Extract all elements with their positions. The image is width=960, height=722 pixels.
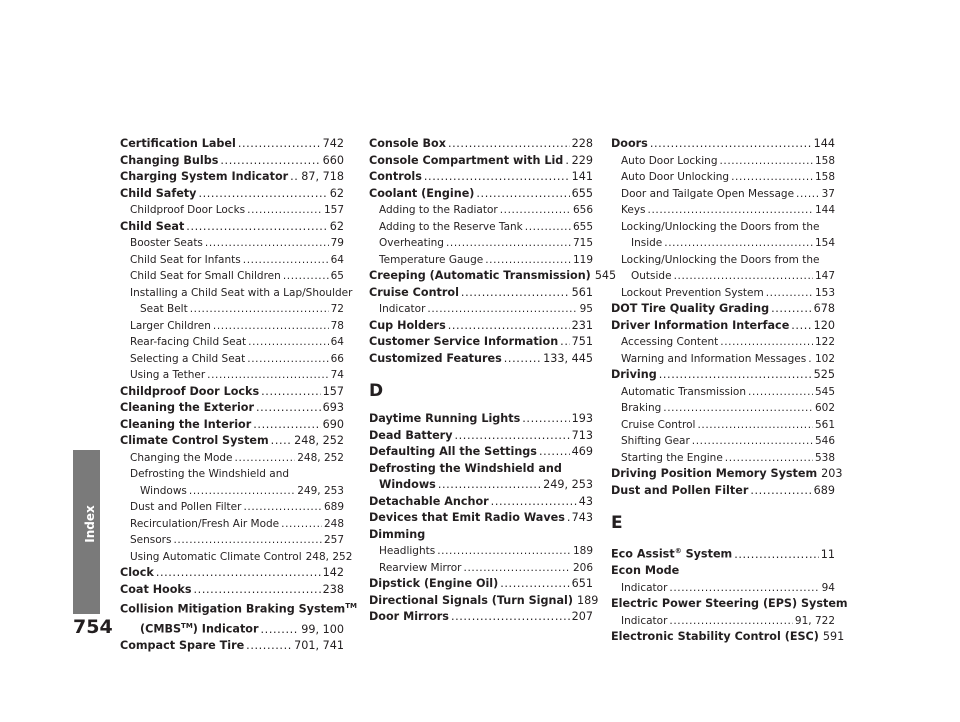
index-entry-heading: Econ Mode bbox=[611, 564, 680, 578]
index-entry-heading: Defrosting the Windshield and bbox=[369, 461, 562, 475]
index-entry: Directional Signals (Turn Signal) 189 bbox=[369, 593, 599, 607]
index-entry: Windows ..... 249, 253 bbox=[369, 477, 593, 494]
index-entry: Creeping (Automatic Transmission) 545 bbox=[369, 269, 617, 282]
index-subentry: Temperature Gauge ..... 119 bbox=[369, 252, 593, 269]
index-subentry: Recirculation/Fresh Air Mode ..... 248 bbox=[120, 516, 344, 533]
index-entry: Climate Control System ..... 248, 252 bbox=[120, 433, 344, 450]
index-subentry: Cruise Control ..... 561 bbox=[611, 417, 835, 434]
index-subentry: Sensors ..... 257 bbox=[120, 532, 344, 549]
index-subentry: Changing the Mode ..... 248, 252 bbox=[120, 450, 344, 467]
index-entry: Compact Spare Tire ..... 701, 741 bbox=[120, 638, 344, 655]
index-subentry: Door and Tailgate Open Message ..... 37 bbox=[611, 186, 835, 203]
index-entry: Cleaning the Exterior ..... 693 bbox=[120, 400, 344, 417]
index-entry: Defaulting All the Settings ..... 469 bbox=[369, 444, 593, 461]
index-subentry-heading: Installing a Child Seat with a Lap/Shoulder bbox=[130, 286, 353, 299]
index-column-1 bbox=[120, 136, 357, 655]
index-entry: Electronic Stability Control (ESC) 591 bbox=[611, 630, 845, 644]
index-entry: Eco Assist® System ..... 11 bbox=[611, 543, 835, 563]
index-subentry: Child Seat for Small Children ..... 65 bbox=[120, 268, 344, 285]
index-entry: DOT Tire Quality Grading ..... 678 bbox=[611, 301, 835, 318]
index-entry: Console Box ..... 228 bbox=[369, 136, 593, 153]
index-entry: Charging System Indicator ..... 87, 718 bbox=[120, 169, 344, 186]
index-entry: Changing Bulbs ..... 660 bbox=[120, 153, 344, 170]
index-subentry: Child Seat for Infants ..... 64 bbox=[120, 252, 344, 269]
index-subentry: Headlights ..... 189 bbox=[369, 543, 593, 560]
index-entry: Dipstick (Engine Oil) ..... 651 bbox=[369, 576, 593, 593]
index-entry: Driving ..... 525 bbox=[611, 367, 835, 384]
index-entry-heading: Electric Power Steering (EPS) System bbox=[611, 597, 848, 611]
index-subentry: Overheating ..... 715 bbox=[369, 235, 593, 252]
index-subentry: Using a Tether ..... 74 bbox=[120, 367, 344, 384]
index-subentry: Automatic Transmission ..... 545 bbox=[611, 384, 835, 401]
index-subentry: Outside ..... 147 bbox=[611, 268, 835, 285]
index-subentry: Rear-facing Child Seat ..... 64 bbox=[120, 334, 344, 351]
index-entry: Dead Battery ..... 713 bbox=[369, 428, 593, 445]
index-subentry: Indicator ..... 91, 722 bbox=[611, 613, 835, 630]
index-entry: Daytime Running Lights ..... 193 bbox=[369, 411, 593, 428]
index-entry: Controls ..... 141 bbox=[369, 169, 593, 186]
index-subentry: Keys ..... 144 bbox=[611, 202, 835, 219]
index-subentry: Dust and Pollen Filter ..... 689 bbox=[120, 499, 344, 516]
index-subentry: Inside ..... 154 bbox=[611, 235, 835, 252]
index-entry: Childproof Door Locks ..... 157 bbox=[120, 384, 344, 401]
index-subentry-heading: Locking/Unlocking the Doors from the bbox=[621, 253, 820, 266]
section-letter-e: E bbox=[611, 513, 623, 533]
index-entry-heading: Dimming bbox=[369, 527, 426, 541]
index-entry: Devices that Emit Radio Waves ..... 743 bbox=[369, 510, 593, 527]
index-entry: (CMBS™) Indicator ..... 99, 100 bbox=[120, 618, 344, 638]
side-tab-label: Index bbox=[83, 505, 97, 543]
index-entry: Coat Hooks ..... 238 bbox=[120, 582, 344, 599]
index-subentry: Indicator ..... 95 bbox=[369, 301, 593, 318]
index-entry: Door Mirrors ..... 207 bbox=[369, 609, 593, 626]
index-subentry: Seat Belt ..... 72 bbox=[120, 301, 344, 318]
index-subentry: Shifting Gear ..... 546 bbox=[611, 433, 835, 450]
index-subentry: Braking ..... 602 bbox=[611, 400, 835, 417]
index-subentry: Auto Door Unlocking ..... 158 bbox=[611, 169, 835, 186]
index-entry: Clock ..... 142 bbox=[120, 565, 344, 582]
index-subentry: Auto Door Locking ..... 158 bbox=[611, 153, 835, 170]
index-entry: Cup Holders ..... 231 bbox=[369, 318, 593, 335]
index-subentry-heading: Defrosting the Windshield and bbox=[130, 468, 290, 480]
index-subentry: Childproof Door Locks ..... 157 bbox=[120, 202, 344, 219]
index-subentry: Adding to the Radiator ..... 656 bbox=[369, 202, 593, 219]
index-entry: Child Seat ..... 62 bbox=[120, 219, 344, 236]
index-entry: Console Compartment with Lid ..... 229 bbox=[369, 153, 593, 170]
index-entry: Doors ..... 144 bbox=[611, 136, 835, 153]
index-entry: Driving Position Memory System 203 bbox=[611, 467, 843, 480]
index-entry: Detachable Anchor ..... 43 bbox=[369, 494, 593, 511]
index-entry: Dust and Pollen Filter ..... 689 bbox=[611, 483, 835, 500]
index-entry: Cruise Control ..... 561 bbox=[369, 285, 593, 302]
index-entry: Child Safety ..... 62 bbox=[120, 186, 344, 203]
index-subentry: Starting the Engine ..... 538 bbox=[611, 450, 835, 467]
index-subentry: Accessing Content ..... 122 bbox=[611, 334, 835, 351]
index-entry: Customized Features ..... 133, 445 bbox=[369, 351, 593, 368]
section-letter-d: D bbox=[369, 381, 384, 401]
index-column-3 bbox=[611, 136, 848, 646]
index-column-2 bbox=[369, 136, 617, 626]
index-side-tab bbox=[73, 450, 100, 614]
index-subentry: Windows ..... 249, 253 bbox=[120, 483, 344, 500]
page-number: 754 bbox=[73, 616, 113, 638]
index-subentry: Using Automatic Climate Control 248, 252 bbox=[130, 550, 353, 563]
index-entry: Coolant (Engine) ..... 655 bbox=[369, 186, 593, 203]
index-subentry: Indicator ..... 94 bbox=[611, 580, 835, 597]
index-entry: Certification Label ..... 742 bbox=[120, 136, 344, 153]
index-entry: Customer Service Information ..... 751 bbox=[369, 334, 593, 351]
index-subentry: Rearview Mirror ..... 206 bbox=[369, 560, 593, 577]
index-entry: Cleaning the Interior ..... 690 bbox=[120, 417, 344, 434]
index-subentry-heading: Locking/Unlocking the Doors from the bbox=[621, 220, 820, 233]
index-subentry: Lockout Prevention System ..... 153 bbox=[611, 285, 835, 302]
index-entry-heading: Collision Mitigation Braking System™ bbox=[120, 602, 357, 616]
index-subentry: Larger Children ..... 78 bbox=[120, 318, 344, 335]
index-subentry: Booster Seats ..... 79 bbox=[120, 235, 344, 252]
index-subentry: Warning and Information Messages ..... 102 bbox=[611, 351, 835, 368]
index-entry: Driver Information Interface ..... 120 bbox=[611, 318, 835, 335]
index-subentry: Selecting a Child Seat ..... 66 bbox=[120, 351, 344, 368]
index-subentry: Adding to the Reserve Tank ..... 655 bbox=[369, 219, 593, 236]
